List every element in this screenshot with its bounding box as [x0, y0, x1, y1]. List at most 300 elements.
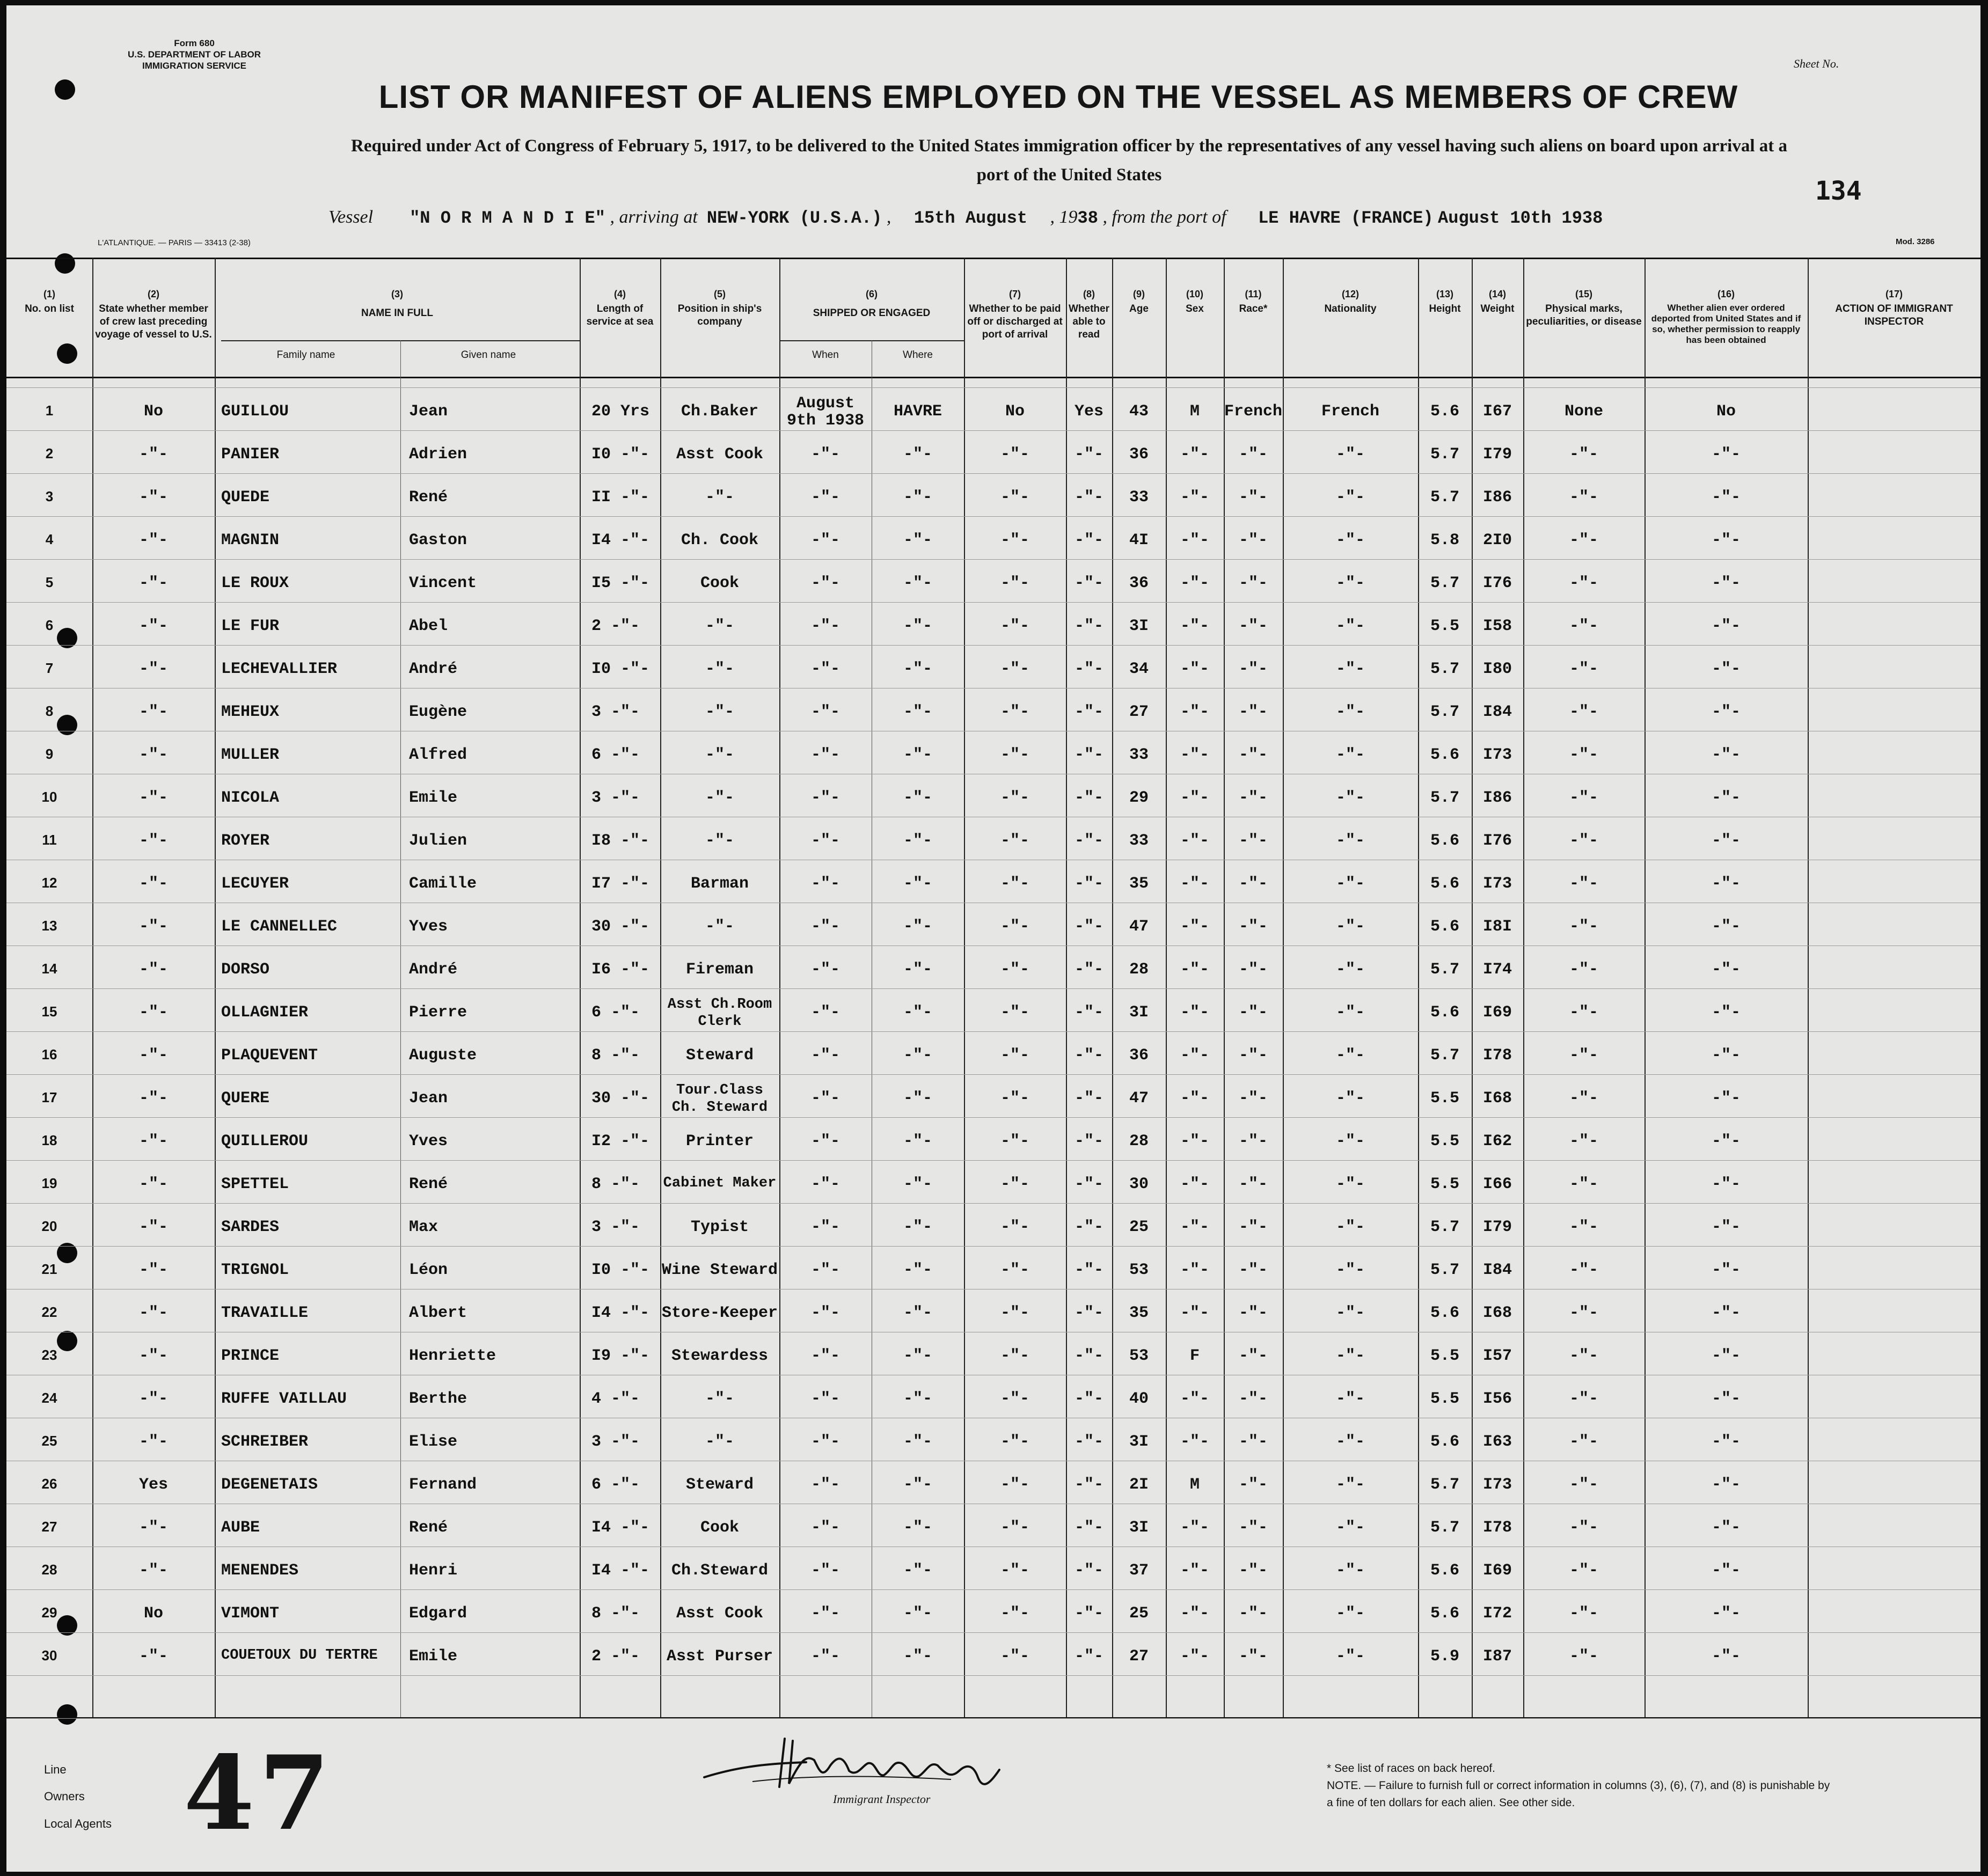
- height-cell: 5.9: [1430, 1647, 1459, 1666]
- shipped-when-cell: August 9th 1938: [786, 394, 865, 430]
- physical-marks-cell: -"-: [1569, 1046, 1598, 1065]
- manifest-sheet: [6, 5, 1980, 1872]
- nationality-cell: -"-: [1335, 1218, 1365, 1236]
- weight-cell: I76: [1482, 832, 1512, 850]
- able-to-read-cell: -"-: [1074, 832, 1103, 850]
- table-row: [6, 1636, 1980, 1679]
- given-name-cell: Adrien: [409, 445, 467, 464]
- age-cell: 35: [1129, 1304, 1149, 1322]
- height-cell: 5.7: [1430, 1519, 1459, 1537]
- deportation-cell: -"-: [1711, 1218, 1741, 1236]
- family-name-cell: MAGNIN: [221, 531, 280, 549]
- table-row: [6, 1078, 1980, 1120]
- race-cell: -"-: [1238, 789, 1268, 807]
- service-length-cell: 8 -"-: [591, 1175, 640, 1193]
- height-cell: 5.6: [1430, 746, 1459, 764]
- weight-cell: I86: [1482, 789, 1512, 807]
- row-rule: [6, 387, 1980, 388]
- nationality-cell: -"-: [1335, 1261, 1365, 1279]
- position-cell: -"-: [705, 832, 734, 850]
- nationality-cell: -"-: [1335, 1647, 1365, 1666]
- height-cell: 5.6: [1430, 1604, 1459, 1623]
- table-row: [6, 562, 1980, 605]
- age-cell: 28: [1129, 1132, 1149, 1150]
- age-cell: 40: [1129, 1390, 1149, 1408]
- family-name-cell: ROYER: [221, 832, 270, 850]
- given-name-cell: Max: [409, 1218, 438, 1236]
- given-name-cell: Fernand: [409, 1476, 477, 1494]
- previous-voyage-cell: -"-: [138, 1132, 168, 1150]
- weight-cell: I69: [1482, 1562, 1512, 1580]
- service-length-cell: 6 -"-: [591, 1003, 640, 1022]
- paid-off-cell: -"-: [1000, 875, 1029, 893]
- height-cell: 5.7: [1430, 488, 1459, 507]
- arrival-year: 38: [1077, 208, 1098, 228]
- column-number-15: (15): [1575, 289, 1592, 299]
- table-row: [6, 477, 1980, 519]
- physical-marks-cell: -"-: [1569, 1132, 1598, 1150]
- sex-cell: -"-: [1180, 445, 1209, 464]
- weight-cell: I86: [1482, 488, 1512, 507]
- row-number-cell: 22: [41, 1304, 57, 1320]
- paid-off-cell: -"-: [1000, 574, 1029, 592]
- physical-marks-cell: -"-: [1569, 1390, 1598, 1408]
- age-cell: 53: [1129, 1261, 1149, 1279]
- physical-marks-cell: -"-: [1569, 445, 1598, 464]
- given-name-cell: René: [409, 488, 448, 507]
- family-name-cell: LE CANNELLEC: [221, 918, 338, 936]
- shipped-where-cell: -"-: [903, 1304, 932, 1322]
- department-name: U.S. DEPARTMENT OF LABOR: [127, 49, 261, 60]
- table-row: [6, 949, 1980, 992]
- able-to-read-cell: -"-: [1074, 488, 1103, 507]
- height-cell: 5.6: [1430, 918, 1459, 936]
- column-header-16: Whether alien ever ordered deported from United States and if so, whether permission to reapply has been obtained: [1651, 303, 1801, 345]
- sex-cell: -"-: [1180, 617, 1209, 635]
- shipped-when-cell: -"-: [810, 488, 840, 507]
- signature-scrawl: [699, 1728, 1032, 1798]
- able-to-read-cell: -"-: [1074, 746, 1103, 764]
- able-to-read-cell: -"-: [1074, 617, 1103, 635]
- row-number-cell: 28: [41, 1562, 57, 1578]
- able-to-read-cell: -"-: [1074, 1003, 1103, 1022]
- column-number-14: (14): [1488, 289, 1506, 299]
- age-cell: 36: [1129, 574, 1149, 592]
- note-text: Failure to furnish full or correct information in columns (3), (6), (7), and (8) is punishable by a fine of ten dollars for each alien. See other side.: [1327, 1779, 1830, 1809]
- weight-cell: I79: [1482, 1218, 1512, 1236]
- weight-cell: I67: [1482, 402, 1512, 421]
- physical-marks-cell: -"-: [1569, 961, 1598, 979]
- physical-marks-cell: -"-: [1569, 875, 1598, 893]
- race-cell: -"-: [1238, 1175, 1268, 1193]
- row-number-cell: 19: [41, 1175, 57, 1191]
- previous-voyage-cell: -"-: [138, 660, 168, 678]
- shipped-where-cell: -"-: [903, 918, 932, 936]
- age-cell: 27: [1129, 1647, 1149, 1666]
- header-bottom-rule: [6, 377, 1980, 378]
- row-number-cell: 11: [42, 832, 57, 848]
- position-cell: Steward: [685, 1476, 754, 1494]
- row-number-cell: 21: [41, 1261, 57, 1277]
- given-name-cell: Berthe: [409, 1390, 467, 1408]
- position-cell: Ch.Steward: [671, 1562, 769, 1580]
- deportation-cell: -"-: [1711, 918, 1741, 936]
- column-number-5: (5): [714, 289, 726, 299]
- table-row: [6, 391, 1980, 434]
- nationality-cell: -"-: [1335, 746, 1365, 764]
- sex-cell: -"-: [1180, 1175, 1209, 1193]
- table-row: [6, 648, 1980, 691]
- handwritten-page-number: 47: [184, 1733, 334, 1853]
- deportation-cell: -"-: [1711, 445, 1741, 464]
- given-name-cell: André: [409, 961, 458, 979]
- column-header-6: SHIPPED OR ENGAGED: [813, 307, 931, 319]
- able-to-read-cell: -"-: [1074, 1261, 1103, 1279]
- sex-cell: -"-: [1180, 746, 1209, 764]
- height-cell: 5.6: [1430, 402, 1459, 421]
- weight-cell: I58: [1482, 617, 1512, 635]
- family-name-cell: LECUYER: [221, 875, 289, 893]
- position-cell: Barman: [690, 875, 749, 893]
- previous-voyage-cell: -"-: [138, 918, 168, 936]
- family-name-cell: TRAVAILLE: [221, 1304, 309, 1322]
- service-length-cell: I0 -"-: [591, 660, 650, 678]
- paid-off-cell: -"-: [1000, 1647, 1029, 1666]
- given-name-cell: Yves: [409, 1132, 448, 1150]
- weight-cell: I68: [1482, 1304, 1512, 1322]
- printer-note: L'ATLANTIQUE. — PARIS — 33413 (2-38): [98, 238, 251, 247]
- nationality-cell: -"-: [1335, 531, 1365, 549]
- deportation-cell: -"-: [1711, 1175, 1741, 1193]
- previous-voyage-cell: -"-: [138, 1433, 168, 1451]
- shipped-where-cell: -"-: [903, 746, 932, 764]
- able-to-read-cell: -"-: [1074, 961, 1103, 979]
- local-agents-label: Local Agents: [44, 1817, 112, 1830]
- paid-off-cell: -"-: [1000, 703, 1029, 721]
- row-number-cell: 2: [45, 445, 54, 461]
- race-cell: -"-: [1238, 488, 1268, 507]
- row-number-cell: 12: [41, 875, 57, 891]
- service-length-cell: I0 -"-: [591, 1261, 650, 1279]
- given-name-cell: Yves: [409, 918, 448, 936]
- departure-port: LE HAVRE (FRANCE): [1258, 208, 1434, 228]
- shipped-when-cell: -"-: [810, 1347, 840, 1365]
- shipped-where-cell: -"-: [903, 1175, 932, 1193]
- family-name-cell: PANIER: [221, 445, 280, 464]
- race-cell: -"-: [1238, 875, 1268, 893]
- able-to-read-cell: -"-: [1074, 1132, 1103, 1150]
- previous-voyage-cell: No: [143, 1604, 163, 1623]
- given-name-cell: Vincent: [409, 574, 477, 592]
- able-to-read-cell: -"-: [1074, 1304, 1103, 1322]
- table-row: [6, 1421, 1980, 1464]
- position-cell: -"-: [705, 703, 734, 721]
- paid-off-cell: -"-: [1000, 1390, 1029, 1408]
- shipped-when-cell: -"-: [810, 918, 840, 936]
- shipped-when-cell: -"-: [810, 1175, 840, 1193]
- shipped-when-cell: -"-: [810, 1604, 840, 1623]
- shipped-where-cell: -"-: [903, 1562, 932, 1580]
- shipped-where-cell: -"-: [903, 875, 932, 893]
- position-cell: Asst Ch.Room Clerk: [667, 996, 772, 1030]
- able-to-read-cell: -"-: [1074, 1089, 1103, 1108]
- column-number-11: (11): [1245, 289, 1262, 299]
- weight-cell: I76: [1482, 574, 1512, 592]
- race-cell: -"-: [1238, 1003, 1268, 1022]
- shipped-when-cell: -"-: [810, 574, 840, 592]
- age-cell: 3I: [1129, 617, 1149, 635]
- position-cell: -"-: [705, 617, 734, 635]
- column-number-8: (8): [1083, 289, 1095, 299]
- age-cell: 37: [1129, 1562, 1149, 1580]
- paid-off-cell: -"-: [1000, 746, 1029, 764]
- service-length-cell: 8 -"-: [591, 1604, 640, 1623]
- able-to-read-cell: -"-: [1074, 918, 1103, 936]
- column-header-2: State whether member of crew last preceding voyage of vessel to U.S.: [95, 303, 212, 340]
- family-name-cell: VIMONT: [221, 1604, 280, 1623]
- shipped-where-cell: -"-: [903, 1647, 932, 1666]
- position-cell: Asst Cook: [676, 1604, 764, 1623]
- previous-voyage-cell: -"-: [138, 1261, 168, 1279]
- service-length-cell: 2 -"-: [591, 617, 640, 635]
- service-length-cell: 3 -"-: [591, 703, 640, 721]
- family-name-cell: LECHEVALLIER: [221, 660, 338, 678]
- table-row: [6, 691, 1980, 734]
- service-length-cell: I2 -"-: [591, 1132, 650, 1150]
- shipped-where-cell: -"-: [903, 1347, 932, 1365]
- paid-off-cell: -"-: [1000, 1604, 1029, 1623]
- age-cell: 27: [1129, 703, 1149, 721]
- shipped-when-cell: -"-: [810, 1562, 840, 1580]
- weight-cell: I84: [1482, 1261, 1512, 1279]
- race-cell: -"-: [1238, 918, 1268, 936]
- previous-voyage-cell: -"-: [138, 832, 168, 850]
- line-label: Line: [44, 1763, 67, 1776]
- shipped-where-cell: -"-: [903, 1089, 932, 1108]
- service-length-cell: I4 -"-: [591, 1304, 650, 1322]
- height-cell: 5.5: [1430, 617, 1459, 635]
- shipped-where-cell: -"-: [903, 832, 932, 850]
- table-row: [6, 1593, 1980, 1636]
- age-cell: 3I: [1129, 1433, 1149, 1451]
- table-row: [6, 1464, 1980, 1507]
- column-subheader-3-1: Family name: [276, 349, 335, 361]
- shipped-where-cell: -"-: [903, 1046, 932, 1065]
- age-cell: 28: [1129, 961, 1149, 979]
- from-label: , from the port of: [1102, 207, 1226, 227]
- height-cell: 5.7: [1430, 789, 1459, 807]
- shipped-when-cell: -"-: [810, 1390, 840, 1408]
- shipped-when-cell: -"-: [810, 617, 840, 635]
- given-name-cell: Emile: [409, 1647, 458, 1666]
- sex-cell: -"-: [1180, 832, 1209, 850]
- shipped-where-cell: -"-: [903, 617, 932, 635]
- height-cell: 5.5: [1430, 1132, 1459, 1150]
- age-cell: 33: [1129, 488, 1149, 507]
- position-cell: Asst Purser: [666, 1647, 773, 1666]
- race-cell: -"-: [1238, 574, 1268, 592]
- shipped-when-cell: -"-: [810, 789, 840, 807]
- previous-voyage-cell: Yes: [138, 1476, 168, 1494]
- fine-note: [1327, 1777, 1831, 1812]
- given-name-cell: Auguste: [409, 1046, 477, 1065]
- age-cell: 3I: [1129, 1003, 1149, 1022]
- shipped-where-cell: -"-: [903, 574, 932, 592]
- paid-off-cell: -"-: [1000, 488, 1029, 507]
- row-number-cell: 16: [41, 1046, 57, 1062]
- vessel-name: "N O R M A N D I E": [410, 208, 605, 228]
- height-cell: 5.6: [1430, 1433, 1459, 1451]
- position-cell: Cook: [700, 574, 739, 592]
- height-cell: 5.7: [1430, 574, 1459, 592]
- nationality-cell: -"-: [1335, 1089, 1365, 1108]
- given-name-cell: Léon: [409, 1261, 448, 1279]
- race-cell: French: [1224, 402, 1283, 421]
- table-row: [6, 1550, 1980, 1593]
- nationality-cell: -"-: [1335, 1562, 1365, 1580]
- able-to-read-cell: -"-: [1074, 875, 1103, 893]
- shipped-where-cell: -"-: [903, 1132, 932, 1150]
- given-name-cell: Alfred: [409, 746, 467, 764]
- previous-voyage-cell: -"-: [138, 1390, 168, 1408]
- height-cell: 5.7: [1430, 1218, 1459, 1236]
- able-to-read-cell: -"-: [1074, 660, 1103, 678]
- previous-voyage-cell: -"-: [138, 1562, 168, 1580]
- row-number-cell: 24: [41, 1390, 57, 1406]
- nationality-cell: -"-: [1335, 488, 1365, 507]
- nationality-cell: -"-: [1335, 1003, 1365, 1022]
- paid-off-cell: -"-: [1000, 1175, 1029, 1193]
- paid-off-cell: -"-: [1000, 1476, 1029, 1494]
- previous-voyage-cell: -"-: [138, 1089, 168, 1108]
- age-cell: 35: [1129, 875, 1149, 893]
- table-row: [6, 605, 1980, 648]
- sex-cell: -"-: [1180, 1519, 1209, 1537]
- deportation-cell: -"-: [1711, 1261, 1741, 1279]
- sex-cell: -"-: [1180, 1261, 1209, 1279]
- physical-marks-cell: -"-: [1569, 1476, 1598, 1494]
- previous-voyage-cell: No: [143, 402, 163, 421]
- physical-marks-cell: -"-: [1569, 746, 1598, 764]
- able-to-read-cell: -"-: [1074, 1175, 1103, 1193]
- age-cell: 43: [1129, 402, 1149, 421]
- row-number-cell: 8: [45, 703, 54, 719]
- height-cell: 5.7: [1430, 1261, 1459, 1279]
- race-cell: -"-: [1238, 1562, 1268, 1580]
- sex-cell: -"-: [1180, 531, 1209, 549]
- sex-cell: M: [1189, 402, 1200, 421]
- arrival-port: NEW-YORK (U.S.A.): [706, 208, 882, 228]
- paid-off-cell: -"-: [1000, 445, 1029, 464]
- shipped-where-cell: -"-: [903, 1218, 932, 1236]
- row-number-cell: 17: [41, 1089, 57, 1105]
- column-subheader-6-1: When: [812, 349, 839, 361]
- physical-marks-cell: -"-: [1569, 1175, 1598, 1193]
- family-name-cell: LE FUR: [221, 617, 280, 635]
- punch-hole: [55, 79, 75, 100]
- position-cell: -"-: [705, 660, 734, 678]
- race-cell: -"-: [1238, 1519, 1268, 1537]
- service-length-cell: 2 -"-: [591, 1647, 640, 1666]
- paid-off-cell: -"-: [1000, 1089, 1029, 1108]
- column-header-15: Physical marks, peculiarities, or disease: [1526, 303, 1642, 327]
- column-number-9: (9): [1133, 289, 1145, 299]
- handwritten-sheet-mark: 134: [1815, 176, 1862, 206]
- shipped-when-cell: -"-: [810, 1132, 840, 1150]
- paid-off-cell: -"-: [1000, 1003, 1029, 1022]
- race-cell: -"-: [1238, 1304, 1268, 1322]
- column-header-10: Sex: [1186, 303, 1204, 314]
- race-cell: -"-: [1238, 832, 1268, 850]
- column-header-3: NAME IN FULL: [361, 307, 434, 319]
- previous-voyage-cell: -"-: [138, 1304, 168, 1322]
- given-name-cell: Pierre: [409, 1003, 467, 1022]
- weight-cell: I8I: [1482, 918, 1512, 936]
- nationality-cell: -"-: [1335, 1046, 1365, 1065]
- sex-cell: M: [1189, 1476, 1200, 1494]
- paid-off-cell: -"-: [1000, 832, 1029, 850]
- column-header-4: Length of service at sea: [586, 303, 654, 327]
- position-cell: Tour.Class Ch. Steward: [671, 1082, 768, 1116]
- physical-marks-cell: -"-: [1569, 617, 1598, 635]
- age-cell: 36: [1129, 1046, 1149, 1065]
- row-number-cell: 9: [45, 746, 54, 762]
- given-name-cell: Henri: [409, 1562, 458, 1580]
- deportation-cell: -"-: [1711, 660, 1741, 678]
- table-row: [6, 1163, 1980, 1206]
- race-note: * See list of races on back hereof.: [1327, 1762, 1496, 1775]
- able-to-read-cell: -"-: [1074, 1046, 1103, 1065]
- height-cell: 5.5: [1430, 1390, 1459, 1408]
- race-cell: -"-: [1238, 1604, 1268, 1623]
- column-number-2: (2): [148, 289, 159, 299]
- previous-voyage-cell: -"-: [138, 789, 168, 807]
- physical-marks-cell: -"-: [1569, 789, 1598, 807]
- age-cell: 4I: [1129, 531, 1149, 549]
- shipped-where-cell: -"-: [903, 1261, 932, 1279]
- column-number-10: (10): [1186, 289, 1203, 299]
- family-name-cell: QUEDE: [221, 488, 270, 507]
- position-cell: Typist: [690, 1218, 749, 1236]
- column-number-1: (1): [43, 289, 55, 299]
- height-cell: 5.6: [1430, 832, 1459, 850]
- sex-cell: -"-: [1180, 875, 1209, 893]
- height-cell: 5.7: [1430, 1476, 1459, 1494]
- service-length-cell: 3 -"-: [591, 1218, 640, 1236]
- service-length-cell: 4 -"-: [591, 1390, 640, 1408]
- height-cell: 5.7: [1430, 1046, 1459, 1065]
- column-header-8: Whether able to read: [1069, 303, 1109, 340]
- service-length-cell: 30 -"-: [591, 1089, 650, 1108]
- position-cell: Fireman: [685, 961, 754, 979]
- sheet-number-label: Sheet No.: [1794, 57, 1839, 70]
- position-cell: Store-Keeper: [661, 1304, 778, 1322]
- shipped-when-cell: -"-: [810, 1304, 840, 1322]
- service-length-cell: I0 -"-: [591, 445, 650, 464]
- able-to-read-cell: -"-: [1074, 789, 1103, 807]
- height-cell: 5.7: [1430, 660, 1459, 678]
- inspector-signature: [699, 1728, 1032, 1800]
- previous-voyage-cell: -"-: [138, 703, 168, 721]
- sex-cell: -"-: [1180, 1003, 1209, 1022]
- previous-voyage-cell: -"-: [138, 445, 168, 464]
- sex-cell: -"-: [1180, 789, 1209, 807]
- service-length-cell: II -"-: [591, 488, 650, 507]
- sex-cell: -"-: [1180, 574, 1209, 592]
- service-length-cell: 20 Yrs: [591, 402, 650, 421]
- height-cell: 5.6: [1430, 1304, 1459, 1322]
- shipped-where-cell: -"-: [903, 488, 932, 507]
